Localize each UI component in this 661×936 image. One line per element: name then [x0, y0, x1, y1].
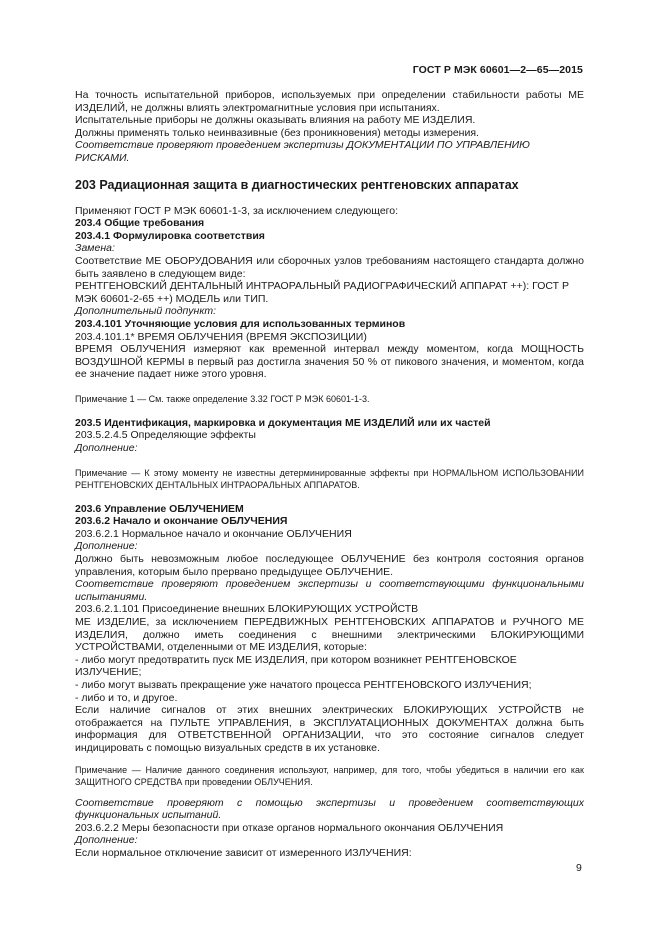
subclause-203-5-2-4-5: 203.5.2.4.5 Определяющие эффекты — [75, 429, 256, 442]
compliance-2: Соответствие проверяют проведением экспертизы и соответствующими функциональными испытаниями. — [75, 578, 584, 603]
compliance-3: Соответствие проверяют с помощью экспертизы и проведением соответствующих функциональных испытаний. — [75, 796, 584, 822]
addition-label-3: Дополнение: — [75, 834, 138, 847]
intro-paragraph-3: Должны применять только неинвазивные (без проникновения) методы измерения. — [75, 126, 479, 139]
subclause-203-6-2-2: 203.6.2.2 Меры безопасности при отказе органов нормального окончания ОБЛУЧЕНИЯ — [75, 821, 504, 834]
heading-203-5: 203.5 Идентификация, маркировка и документация ME ИЗДЕЛИЙ или их частей — [75, 416, 491, 429]
heading-203-6-2: 203.6.2 Начало и окончание ОБЛУЧЕНИЯ — [75, 515, 288, 528]
heading-203-6: 203.6 Управление ОБЛУЧЕНИЕМ — [75, 502, 244, 515]
list-item: - либо могут предотвратить пуск ME ИЗДЕЛИЯ, при котором возникнет РЕНТГЕНОВСКОЕ ИЗЛУЧЕНИЕ; — [75, 653, 517, 679]
page-number: 9 — [576, 862, 582, 874]
heading-203-4: 203.4 Общие требования — [75, 217, 205, 230]
note-1: Примечание 1 — См. также определение 3.32 ГОСТ Р МЭК 60601-1-3. — [75, 393, 370, 404]
addition-label-2: Дополнение: — [75, 540, 138, 553]
last-paragraph: Если нормальное отключение зависит от измеренного ИЗЛУЧЕНИЯ: — [75, 846, 412, 859]
term-heading: 203.4.101.1* ВРЕМЯ ОБЛУЧЕНИЯ (ВРЕМЯ ЭКСПОЗИЦИИ) — [75, 330, 367, 343]
apply-statement: Применяют ГОСТ Р МЭК 60601-1-3, за исключением следующего: — [75, 204, 399, 217]
intro-paragraph-1: На точность испытательной приборов, используемых при определении стабильности работы ME ИЗДЕЛИЙ, не должны влиять электромагнитные условия при испытаниях. — [75, 89, 584, 114]
subclause-203-6-2-1: 203.6.2.1 Нормальное начало и окончание ОБЛУЧЕНИЯ — [75, 527, 352, 540]
additional-subclause-label: Дополнительный подпункт: — [75, 305, 217, 318]
intro-paragraph-2: Испытательные приборы не должны оказывать влияния на работу ME ИЗДЕЛИЯ. — [75, 114, 476, 127]
signals-paragraph: Если наличие сигналов от этих внешних электрических БЛОКИРУЮЩИХ УСТРОЙСТВ не отображается на ПУЛЬТЕ УПРАВЛЕНИЯ, в ЭКСПЛУАТАЦИОННЫХ ДОКУМЕНТАХ должна быть информация для ОТВЕТСТВЕННОЙ ОРГАНИЗАЦИИ, что это состояние сигналов следует индицировать с помощью визуальных средств в их установке. — [75, 704, 584, 754]
term-definition: ВРЕМЯ ОБЛУЧЕНИЯ измеряют как временной интервал между моментом, когда МОЩНОСТЬ ВОЗДУШНОЙ КЕРМЫ в первый раз достигла значения 50 % от пикового значения, и моментом, когда ее значение падает ниже этого уровня. — [75, 343, 584, 381]
heading-203-4-101: 203.4.101 Уточняющие условия для использованных терминов — [75, 317, 406, 330]
list-item: - либо могут вызвать прекращение уже начатого процесса РЕНТГЕНОВСКОГО ИЗЛУЧЕНИЯ; — [75, 678, 532, 691]
connection-paragraph: ME ИЗДЕЛИЕ, за исключением ПЕРЕДВИЖНЫХ РЕНТГЕНОВСКИХ АППАРАТОВ и РУЧНОГО ME ИЗДЕЛИЯ, должно иметь соединения с внешними электрическими БЛОКИРУЮЩИМИ УСТРОЙСТВАМИ, отделенными от ME ИЗДЕЛИЯ, которые: — [75, 616, 584, 654]
document-header: ГОСТ Р МЭК 60601—2—65—2015 — [412, 64, 583, 76]
compliance-paragraph: Соответствие ME ОБОРУДОВАНИЯ или сборочных узлов требованиям настоящего стандарта должно быть заявлено в следующем виде: — [75, 254, 584, 280]
must-be-paragraph: Должно быть невозможным любое последующее ОБЛУЧЕНИЕ без контроля состояния органов управления, которым было прервано предыдущее ОБЛУЧЕНИЕ. — [75, 553, 584, 578]
intro-compliance: Соответствие проверяют проведением экспертизы ДОКУМЕНТАЦИИ ПО УПРАВЛЕНИЮ РИСКАМИ. — [75, 139, 530, 164]
heading-203-4-1: 203.4.1 Формулировка соответствия — [75, 229, 265, 242]
note-3: Примечание — Наличие данного соединения используют, например, для того, чтобы убедиться в наличии его как ЗАЩИТНОГО СРЕДСТВА при проведении ОБЛУЧЕНИЯ. — [75, 764, 584, 787]
document-body — [75, 89, 584, 860]
list-item: - либо и то, и другое. — [75, 691, 178, 704]
compliance-formula: РЕНТГЕНОВСКИЙ ДЕНТАЛЬНЫЙ ИНТРАОРАЛЬНЫЙ РАДИОГРАФИЧЕСКИЙ АППАРАТ ++): ГОСТ Р МЭК 60601-2-65 ++) МОДЕЛЬ или ТИП. — [75, 280, 569, 305]
section-title: 203 Радиационная защита в диагностических рентгеновских аппаратах — [75, 177, 519, 192]
replace-label: Замена: — [75, 242, 115, 255]
addition-label-1: Дополнение: — [75, 442, 138, 455]
subclause-203-6-2-1-101: 203.6.2.1.101 Присоединение внешних БЛОКИРУЮЩИХ УСТРОЙСТВ — [75, 603, 419, 616]
note-2: Примечание — К этому моменту не известны детерминированные эффекты при НОРМАЛЬНОМ ИСПОЛЬЗОВАНИИ РЕНТГЕНОВСКИХ ДЕНТАЛЬНЫХ ИНТРАОРАЛЬНЫХ АППАРАТОВ. — [75, 467, 584, 490]
